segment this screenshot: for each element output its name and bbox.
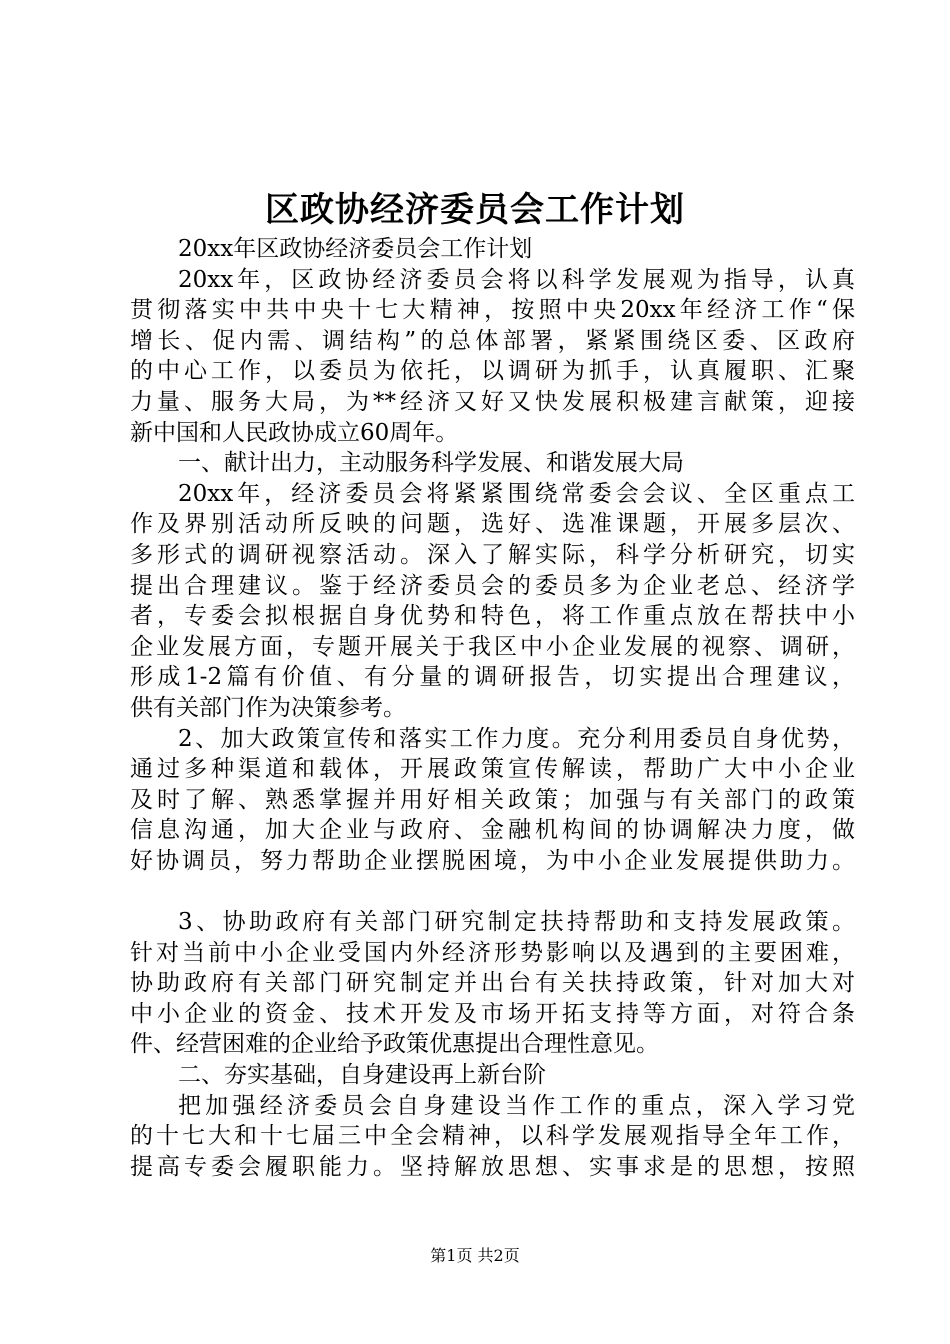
text-line: 把加强经济委员会自身建设当作工作的重点，深入学习党 [178,1092,855,1119]
text-line: 的十七大和十七届三中全会精神，以科学发展观指导全年工作， [130,1123,855,1150]
text-line: 二、夯实基础，自身建设再上新台阶 [178,1062,546,1089]
text-line: 作及界别活动所反映的问题，选好、选准课题，开展多层次、 [130,511,855,538]
text-line: 一、献计出力，主动服务科学发展、和谐发展大局 [178,450,684,477]
text-line: 企业发展方面，专题开展关于我区中小企业发展的视察、调研， [130,633,855,660]
text-line: 贯彻落实中共中央十七大精神，按照中央20xx年经济工作“保 [130,297,855,324]
text-line: 形成1-2篇有价值、有分量的调研报告，切实提出合理建议， [130,664,855,691]
text-line: 供有关部门作为决策参考。 [130,694,406,721]
text-line: 者，专委会拟根据自身优势和特色，将工作重点放在帮扶中小 [130,603,855,630]
text-line: 3、协助政府有关部门研究制定扶持帮助和支持发展政策。 [178,909,855,936]
text-line: 好协调员，努力帮助企业摆脱困境，为中小企业发展提供助力。 [130,847,855,874]
text-line: 多形式的调研视察活动。深入了解实际，科学分析研究，切实 [130,541,855,568]
text-line: 通过多种渠道和载体，开展政策宣传解读，帮助广大中小企业 [130,756,855,783]
text-line: 针对当前中小企业受国内外经济形势影响以及遇到的主要困难， [130,939,855,966]
document-title: 区政协经济委员会工作计划 [265,190,685,230]
text-line: 件、经营困难的企业给予政策优惠提出合理性意见。 [130,1031,659,1058]
document-body [130,234,855,1182]
text-line: 2、加大政策宣传和落实工作力度。充分利用委员自身优势， [178,725,855,752]
blank-line [130,876,855,907]
text-line: 中小企业的资金、技术开发及市场开拓支持等方面，对符合条 [130,1000,855,1027]
text-line: 信息沟通，加大企业与政府、金融机构间的协调解决力度，做 [130,817,855,844]
text-line: 及时了解、熟悉掌握并用好相关政策；加强与有关部门的政策 [130,786,855,813]
text-line: 的中心工作，以委员为依托，以调研为抓手，认真履职、汇聚 [130,358,855,385]
text-line: 力量、服务大局，为**经济又好又快发展积极建言献策，迎接 [130,388,855,415]
text-line: 20xx年，经济委员会将紧紧围绕常委会会议、全区重点工 [178,480,855,507]
page-footer: 第1页 共2页 [430,1246,520,1265]
text-line: 20xx年区政协经济委员会工作计划 [178,236,533,262]
text-line: 20xx年，区政协经济委员会将以科学发展观为指导，认真 [178,266,855,293]
text-line: 协助政府有关部门研究制定并出台有关扶持政策，针对加大对 [130,970,855,997]
text-line: 新中国和人民政协成立60周年。 [130,419,459,446]
text-line: 提出合理建议。鉴于经济委员会的委员多为企业老总、经济学 [130,572,855,599]
text-line: 增长、促内需、调结构”的总体部署，紧紧围绕区委、区政府 [130,327,855,354]
text-line: 提高专委会履职能力。坚持解放思想、实事求是的思想，按照 [130,1153,855,1180]
